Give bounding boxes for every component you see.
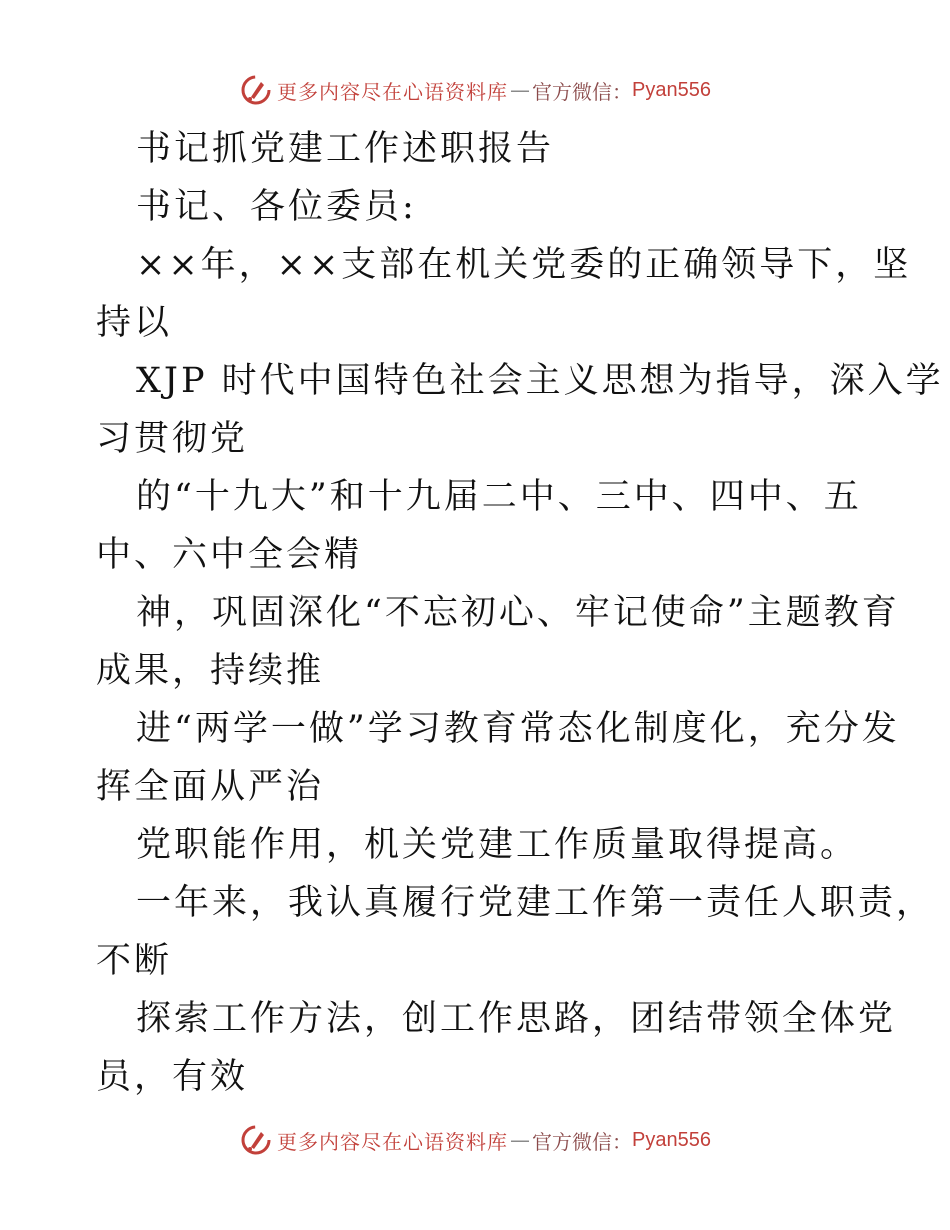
watermark-footer — [0, 1120, 950, 1160]
paragraph-line: 挥全面从严治 — [96, 767, 325, 807]
watermark-separator: — — [510, 1128, 531, 1152]
watermark-wechat-label: 官方微信： — [532, 1129, 633, 1154]
watermark-wechat-id: Pyan556 — [632, 78, 711, 101]
paragraph-line: 不断 — [96, 941, 173, 981]
watermark-wechat-label: 官方微信： — [532, 79, 633, 104]
paragraph-line: 进“两学一做”学习教育常态化制度化，充分发 — [136, 709, 900, 749]
watermark-wechat-id: Pyan556 — [632, 1128, 711, 1151]
paragraph-line: 习贯彻党 — [96, 419, 249, 459]
paragraph-line: 中、六中全会精 — [96, 535, 363, 575]
paragraph-line: 党职能作用，机关党建工作质量取得提高。 — [136, 825, 859, 865]
document-body — [96, 120, 944, 1106]
pen-nib-seal-icon — [239, 73, 273, 107]
paragraph-line: 成果，持续推 — [96, 651, 325, 691]
salutation: 书记、各位委员: — [136, 187, 417, 227]
paragraph-line: 的“十九大”和十九届二中、三中、四中、五 — [136, 477, 862, 517]
paragraph-line: 持以 — [96, 303, 173, 343]
watermark-text: 更多内容尽在心语资料库 — [277, 1129, 509, 1154]
watermark-header — [0, 70, 950, 110]
pen-nib-seal-icon — [239, 1123, 273, 1157]
paragraph-line: 员，有效 — [96, 1057, 249, 1097]
document-title: 书记抓党建工作述职报告 — [136, 129, 555, 169]
paragraph-line: 探索工作方法，创工作思路，团结带领全体党 — [136, 999, 897, 1039]
watermark-text: 更多内容尽在心语资料库 — [277, 79, 509, 104]
paragraph-line: 神，巩固深化“不忘初心、牢记使命”主题教育 — [136, 593, 900, 633]
paragraph-line: 一年来，我认真履行党建工作第一责任人职责， — [136, 883, 935, 923]
paragraph-line: ××年，××支部在机关党委的正确领导下，坚 — [136, 245, 912, 285]
watermark-separator: — — [510, 78, 531, 102]
paragraph-line: XJP 时代中国特色社会主义思想为指导，深入学 — [136, 361, 944, 401]
